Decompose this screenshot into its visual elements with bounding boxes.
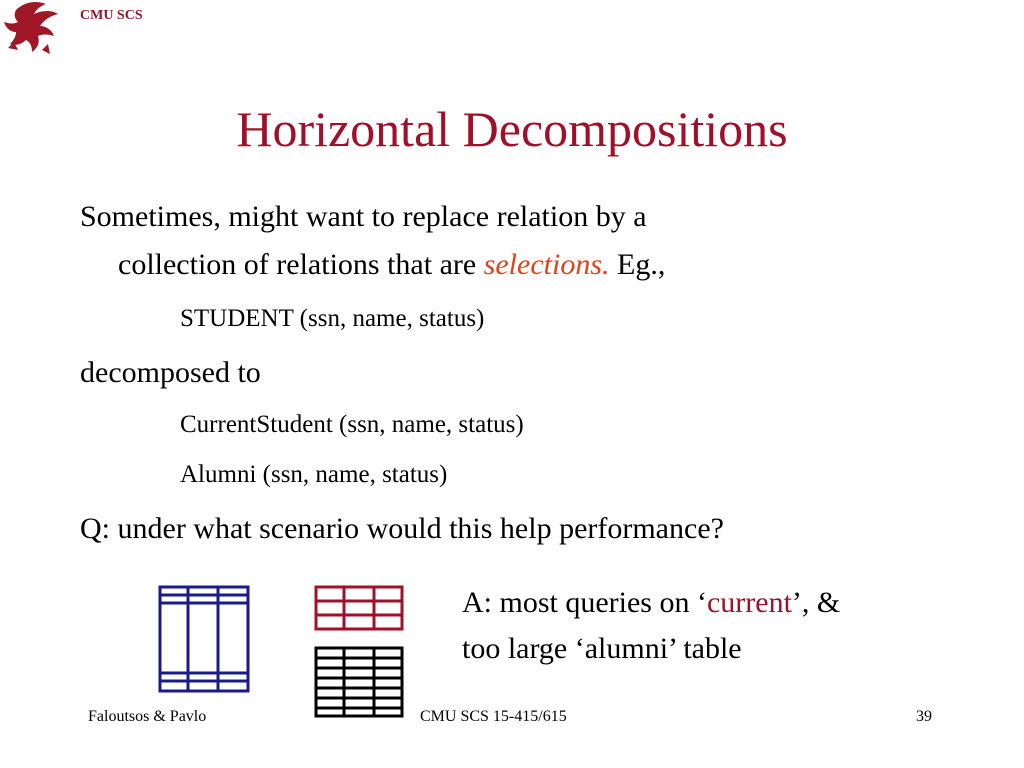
footer-authors: Faloutsos & Pavlo (88, 708, 207, 725)
alumni-table-icon (314, 646, 404, 720)
current-emphasis: current (706, 586, 792, 619)
answer-line-1-tail: ’, & (791, 586, 841, 619)
header-label: CMU SCS (80, 8, 143, 23)
question: Q: under what scenario would this help performance? (80, 512, 724, 545)
schema-alumni: Alumni (ssn, name, status) (180, 461, 448, 488)
answer-line-1 (462, 580, 840, 626)
decomposed-to: decomposed to (80, 356, 261, 389)
answer-block (462, 580, 840, 672)
schema-student: STUDENT (ssn, name, status) (180, 305, 485, 332)
answer-line-1-text: A: most queries on ‘ (462, 586, 707, 619)
footer-course: CMU SCS 15-415/615 (420, 708, 567, 725)
schema-current-student: CurrentStudent (ssn, name, status) (180, 411, 524, 438)
body-line-2 (118, 248, 665, 282)
cmu-dragon-logo-icon (2, 0, 60, 56)
slide-title: Horizontal Decompositions (236, 101, 788, 157)
selections-emphasis: selections. (483, 248, 610, 281)
body-line-2-text: collection of relations that are (118, 248, 484, 281)
page-number: 39 (916, 708, 932, 725)
current-table-icon (314, 585, 404, 633)
answer-line-2: too large ‘alumni’ table (462, 632, 742, 665)
body-line-1: Sometimes, might want to replace relation by a (80, 200, 647, 233)
body-line-2-tail: Eg., (609, 248, 666, 281)
full-table-icon (158, 585, 250, 695)
